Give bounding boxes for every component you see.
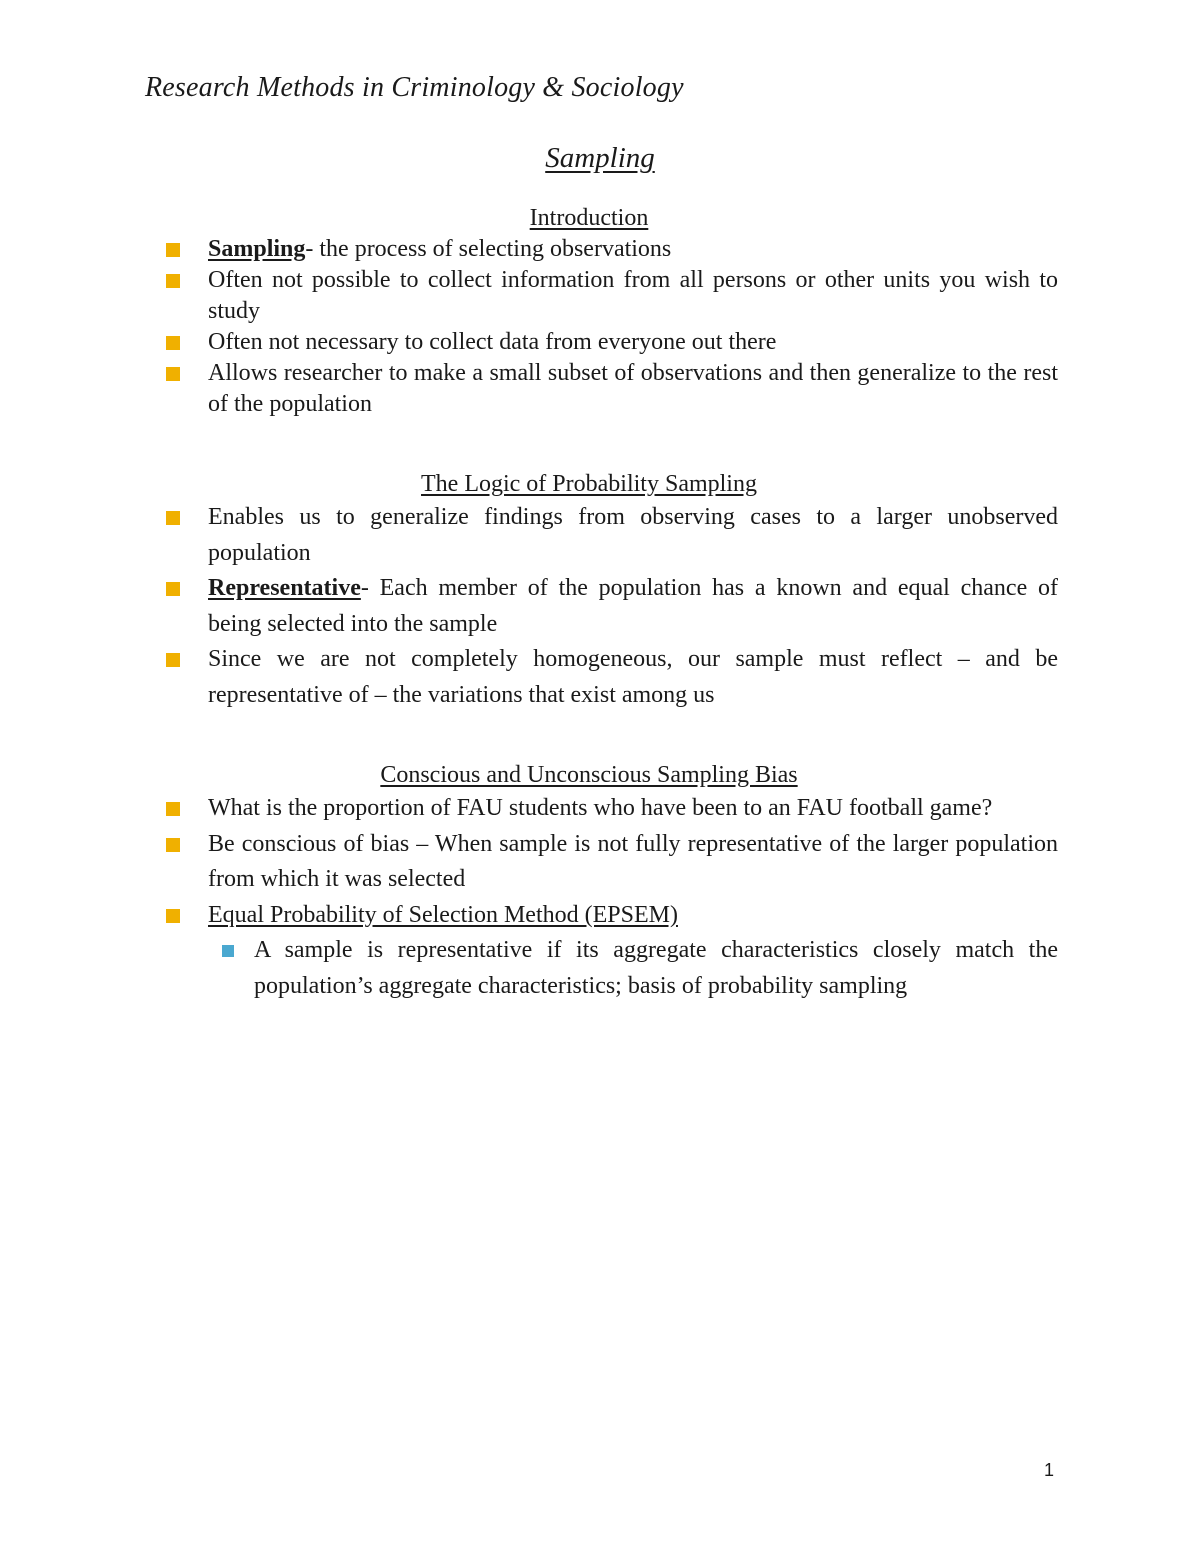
square-bullet-icon	[166, 582, 180, 596]
bullet-text: Be conscious of bias – When sample is not fully representative of the larger population from which it was selected	[208, 830, 1058, 892]
bullet-item	[160, 327, 1058, 358]
bullet-list-sampling-bias	[160, 791, 1058, 1004]
bullet-item	[160, 500, 1058, 571]
sub-bullet-item	[208, 933, 1058, 1004]
bullet-list-introduction	[160, 234, 1058, 420]
bullet-item	[160, 358, 1058, 420]
bullet-item-epsem	[160, 898, 1058, 1005]
bullet-text: Often not necessary to collect data from everyone out there	[208, 329, 777, 355]
bullet-item	[160, 265, 1058, 327]
square-bullet-icon	[166, 274, 180, 288]
square-bullet-icon	[166, 653, 180, 667]
section-heading-introduction: Introduction	[529, 205, 649, 231]
page-number: 1	[1044, 1460, 1055, 1480]
bullet-text: Often not possible to collect information from all persons or other units you wish to study	[208, 267, 1058, 324]
sub-bullet-text: A sample is representative if its aggregate characteristics closely match the population’s aggregate characteristics; basis of probability sampling	[254, 937, 1058, 999]
square-bullet-icon	[166, 367, 180, 381]
bullet-item-sampling	[160, 234, 1058, 265]
section-heading-sampling-bias: Conscious and Unconscious Sampling Bias	[380, 762, 798, 788]
bullet-text-epsem: Equal Probability of Selection Method (EPSEM)	[208, 901, 678, 928]
square-bullet-icon	[166, 336, 180, 350]
bullet-item	[160, 827, 1058, 898]
term-sampling: Sampling	[208, 236, 306, 262]
bullet-list-probability-sampling	[160, 500, 1058, 713]
term-representative: Representative	[208, 575, 361, 601]
section-heading-probability-sampling: The Logic of Probability Sampling	[421, 471, 757, 497]
square-bullet-icon	[166, 802, 180, 816]
bullet-text: Since we are not completely homogeneous, our sample must reflect – and be representative of – the variations that exist among us	[208, 646, 1058, 708]
square-sub-bullet-icon	[222, 945, 234, 957]
section-probability-sampling	[160, 469, 1058, 713]
bullet-text: Enables us to generalize findings from observing cases to a larger unobserved population	[208, 504, 1058, 566]
bullet-item	[160, 642, 1058, 713]
square-bullet-icon	[166, 838, 180, 852]
bullet-text: - Each member of the population has a known and equal chance of being selected into the sample	[208, 575, 1058, 637]
square-bullet-icon	[166, 909, 180, 923]
bullet-text: What is the proportion of FAU students who have been to an FAU football game?	[208, 795, 993, 821]
bullet-text: Allows researcher to make a small subset of observations and then generalize to the rest of the population	[208, 360, 1058, 417]
sub-bullet-list	[208, 933, 1058, 1004]
bullet-item	[160, 791, 1058, 827]
page-heading: Sampling	[545, 142, 655, 174]
section-introduction	[160, 203, 1058, 420]
square-bullet-icon	[166, 243, 180, 257]
square-bullet-icon	[166, 511, 180, 525]
bullet-item-representative	[160, 571, 1058, 642]
document-title: Research Methods in Criminology & Sociology	[145, 72, 684, 103]
bullet-text: - the process of selecting observations	[305, 236, 672, 262]
section-sampling-bias	[160, 760, 1058, 1004]
